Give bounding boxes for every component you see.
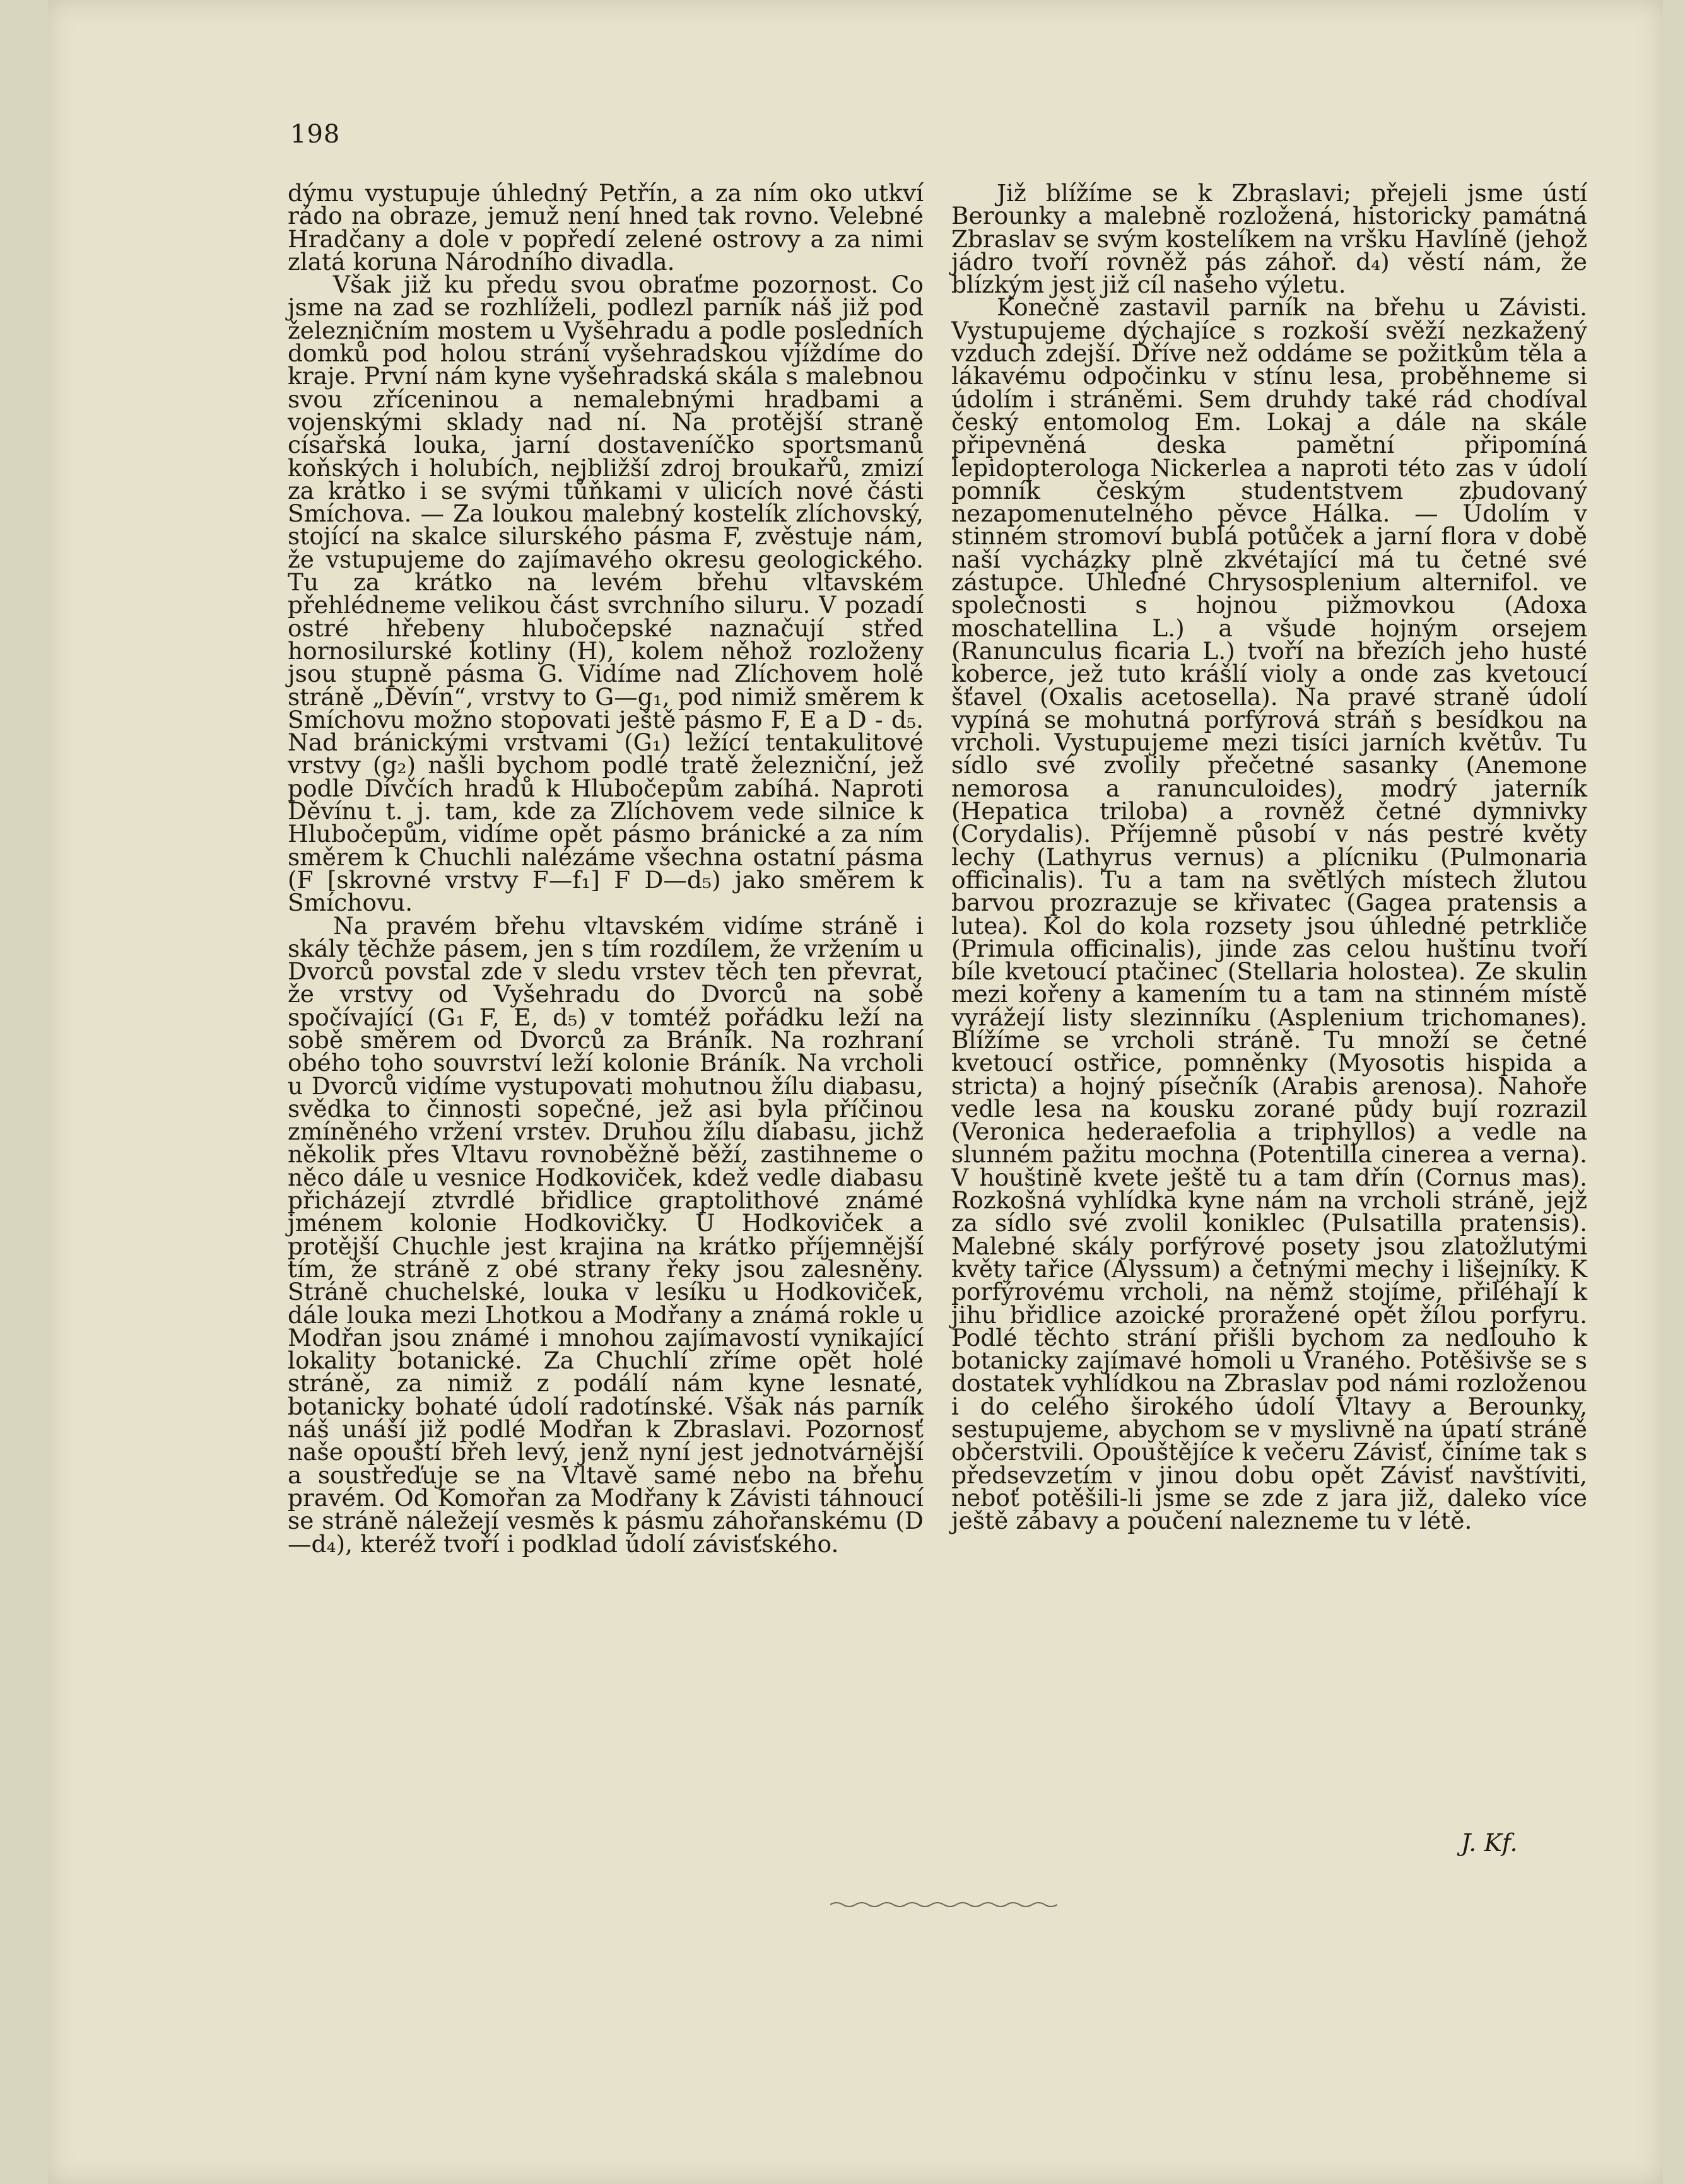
- author-signature: J. Kf.: [1461, 1829, 1518, 1857]
- left-column: [288, 179, 924, 1558]
- paragraph: Již blížíme se k Zbraslavi; přejeli jsme ústí Berounky a malebně rozložená, historicky památná Zbraslav se svým kostelíkem na vršku Havlíně (jehož jádro tvoří rovněž pás záhoř. d₄) věstí nám, že blízkým jest již cíl našeho výletu.: [951, 179, 1587, 299]
- document-page: [48, 0, 1663, 2184]
- paragraph: dýmu vystupuje úhledný Petřín, a za ním oko utkví rádo na obraze, jemuž není hned tak rovno. Velebné Hradčany a dole v popředí zelené ostrovy a za nimi zlatá koruna Národního divadla.: [288, 179, 924, 276]
- paragraph: Však již ku předu svou obraťme pozornost. Co jsme na zad se rozhlíželi, podlezl parník náš již pod železničním mostem u Vyšehradu a podle posledních domků pod holou strání vyšehradskou vjíždíme do kraje. První nám kyne vyšehradská skála s malebnou svou zříceninou a nemalebnými hradbami a vojenskými sklady nad ní. Na protější straně císařská louka, jarní dostaveníčko sportsmanů koňských i holubích, nejbližší zdroj broukařů, zmizí za krátko i se svými tůňkami v ulicích nové části Smíchova. — Za loukou malebný kostelík zlíchovský, stojící na skalce silurského pásma F, zvěstuje nám, že vstupujeme do zajímavého okresu geologického. Tu za krátko na levém břehu vltavském přehlédneme velikou část svrchního siluru. V pozadí ostré hřebeny hlubočepské naznačují střed hornosilurské kotliny (H), kolem něhož rozloženy jsou stupně pásma G. Vidíme nad Zlíchovem holé stráně „Děvín“, vrstvy to G—g₁, pod nimiž směrem k Smíchovu možno stopovati ještě pásmo F, E a D - d₅. Nad bránickými vrstvami (G₁) ležící tentakulitové vrstvy (g₂) našli bychom podlé tratě železniční, jež podle Dívčích hradů k Hlubočepům zabíhá. Naproti Děvínu t. j. tam, kde za Zlíchovem vede silnice k Hlubočepům, vidíme opět pásmo bránické a za ním směrem k Chuchli nalézáme všechna ostatní pásma (F [skrovné vrstvy F—f₁] F D—d₅) jako směrem k Smíchovu.: [288, 271, 924, 917]
- ornamental-separator: [830, 1898, 1057, 1911]
- right-column: [951, 179, 1587, 1535]
- paragraph: Na pravém břehu vltavském vidíme stráně i skály těchže pásem, jen s tím rozdílem, že vržením u Dvorců povstal zde v sledu vrstev těch ten převrat, že vrstvy od Vyšehradu do Dvorců na sobě spočívající (G₁ F, E, d₅) v tomtéž pořádku leží na sobě směrem od Dvorců za Bráník. Na rozhraní obého toho souvrství leží kolonie Bráník. Na vrcholi u Dvorců vidíme vystupovati mohutnou žílu diabasu, svědka to činnosti sopečné, jež asi byla příčinou zmíněného vržení vrstev. Druhou žílu diabasu, jichž několik přes Vltavu rovnoběžně běží, zastihneme o něco dále u vesnice Hodkoviček, kdež vedle diabasu přicházejí ztvrdlé břidlice graptolithové známé jménem kolonie Hodkovičky. U Hodkoviček a protější Chuchle jest krajina na krátko příjemnější tím, že stráně z obé strany řeky jsou zalesněny. Stráně chuchelské, louka v lesíku u Hodkoviček, dále louka mezi Lhotkou a Modřany a známá rokle u Modřan jsou známé i mnohou zajímavostí vynikající lokality botanické. Za Chuchlí zříme opět holé stráně, za nimiž z podálí nám kyne lesnaté, botanicky bohaté údolí radotínské. Však nás parník náš unáší již podlé Modřan k Zbraslavi. Pozornosť naše opouští břeh levý, jenž nyní jest jednotvárnější a soustřeďuje se na Vltavě samé nebo na břehu pravém. Od Komořan za Modřany k Závisti táhnoucí se stráně náležejí vesměs k pásmu záhořanskému (D—d₄), kteréž tvoří i podklad údolí závisťského.: [288, 911, 924, 1558]
- paragraph: Konečně zastavil parník na břehu u Závisti. Vystupujeme dýchajíce s rozkoší svěží nezkažený vzduch zdejší. Dříve než oddáme se požitkům těla a lákavému odpočinku v stínu lesa, proběhneme si údolím i stráněmi. Sem druhdy také rád chodíval český entomolog Em. Lokaj a dále na skále připevněná deska pamětní připomíná lepidopterologa Nickerlea a naproti této zas v údolí pomník českým studentstvem zbudovaný nezapomenutelného pěvce Hálka. — Údolím v stinném stromoví bublá potůček a jarní flora v době naší vycházky plně zkvétající má tu četné své zástupce. Úhledné Chrysosplenium alternifol. ve společnosti s hojnou pižmovkou (Adoxa moschatellina L.) a všude hojným orsejem (Ranunculus ficaria L.) tvoří na březích jeho husté koberce, jež tuto krášlí violy a onde zas kvetoucí šťavel (Oxalis acetosella). Na pravé straně údolí vypíná se mohutná porfýrová stráň s besídkou na vrcholi. Vystupujeme mezi tisíci jarních květův. Tu sídlo své zvolily přečetné sasanky (Anemone nemorosa a ranunculoides), modrý jaterník (Hepatica triloba) a rovněž četné dymnivky (Corydalis). Příjemně působí v nás pestré květy lechy (Lathyrus vernus) a plícniku (Pulmonaria officinalis). Tu a tam na světlých místech žlutou barvou prozrazuje se křivatec (Gagea pratensis a lutea). Kol do kola rozsety jsou úhledné petrkliče (Primula officinalis), jinde zas celou huštinu tvoří bíle kvetoucí ptačinec (Stellaria holostea). Ze skulin mezi kořeny a kamením tu a tam na stinném místě vyrážejí listy slezinníku (Asplenium trichomanes). Blížíme se vrcholi stráně. Tu množí se četné kvetoucí ostřice, pomněnky (Myosotis hispida a stricta) a hojný písečník (Arabis arenosa). Nahoře vedle lesa na kousku zorané půdy bují rozrazil (Veronica hederaefolia a triphyllos) a vedle na slunném pažitu mochna (Potentilla cinerea a verna). V houštině kvete ještě tu a tam dřín (Cornus mas). Rozkošná vyhlídka kyne nám na vrcholi stráně, jejž za sídlo své zvolil koniklec (Pulsatilla pratensis). Malebné skály porfýrové posety jsou zlatožlutými květy tařice (Alyssum) a četnými mechy i lišejníky. K porfýrovému vrcholi, na němž stojíme, přiléhají k jihu břidlice azoické proražené opět žílou porfyru. Podlé těchto strání přišli bychom za nedlouho k botanicky zajímavé homoli u Vraného. Potěšivše se s dostatek vyhlídkou na Zbraslav pod námi rozloženou i do celého širokého údolí Vltavy a Berounky, sestupujeme, abychom se v myslivně na úpatí stráně občerstvili. Opouštějíce k večeru Závisť, činíme tak s předsevzetím v jinou dobu opět Závisť navštíviti, neboť potěšili-li jsme se zde z jara již, daleko více ještě zábavy a poučení nalezneme tu v létě.: [951, 293, 1587, 1535]
- page-number: 198: [290, 120, 341, 149]
